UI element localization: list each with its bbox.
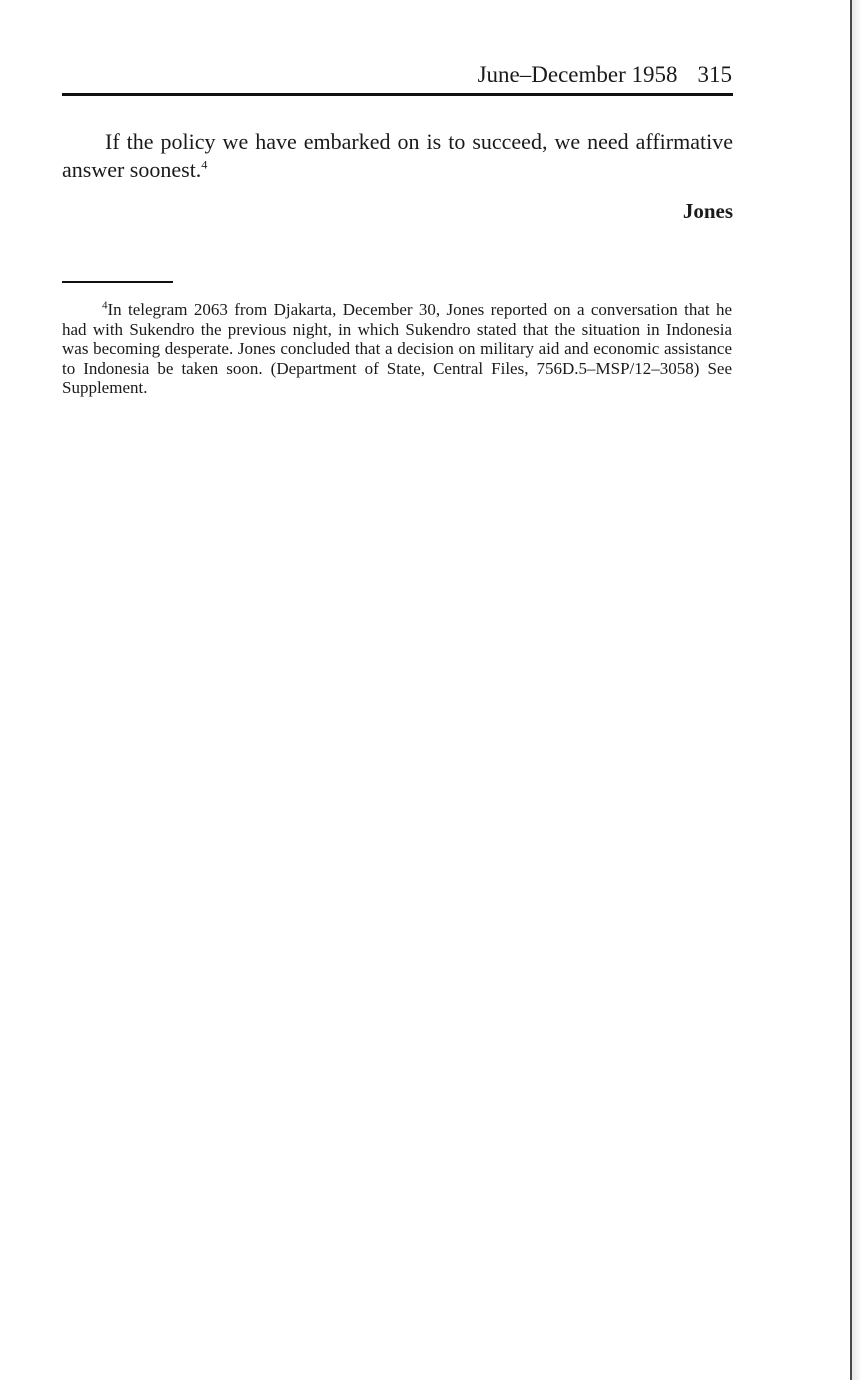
footnote <box>62 300 732 398</box>
running-title: June–December 1958 <box>477 62 678 87</box>
header-rule <box>62 93 733 96</box>
footnote-text: In telegram 2063 from Djakarta, December 30, Jones reported on a conversation that he had with Sukendro the previous night, in which Sukendro stated that the situation in Indonesia was becoming desperate. Jones concluded that a decision on military aid and economic assistance to Indonesia be taken soon. (Department of State, Central Files, 756D.5–MSP/12–3058) See Supplement. <box>62 300 732 397</box>
footnote-rule <box>62 281 173 283</box>
footnote-number: 4 <box>102 299 108 312</box>
page-edge-shadow <box>852 0 861 1380</box>
body-paragraph <box>62 128 733 184</box>
signature: Jones <box>682 199 733 223</box>
page-edge <box>850 0 852 1380</box>
page-number: 315 <box>697 62 732 87</box>
footnote-reference: 4 <box>201 157 208 172</box>
body-paragraph-text: If the policy we have embarked on is to succeed, we need affirmative answer soonest. <box>62 129 733 182</box>
running-header <box>62 62 732 92</box>
